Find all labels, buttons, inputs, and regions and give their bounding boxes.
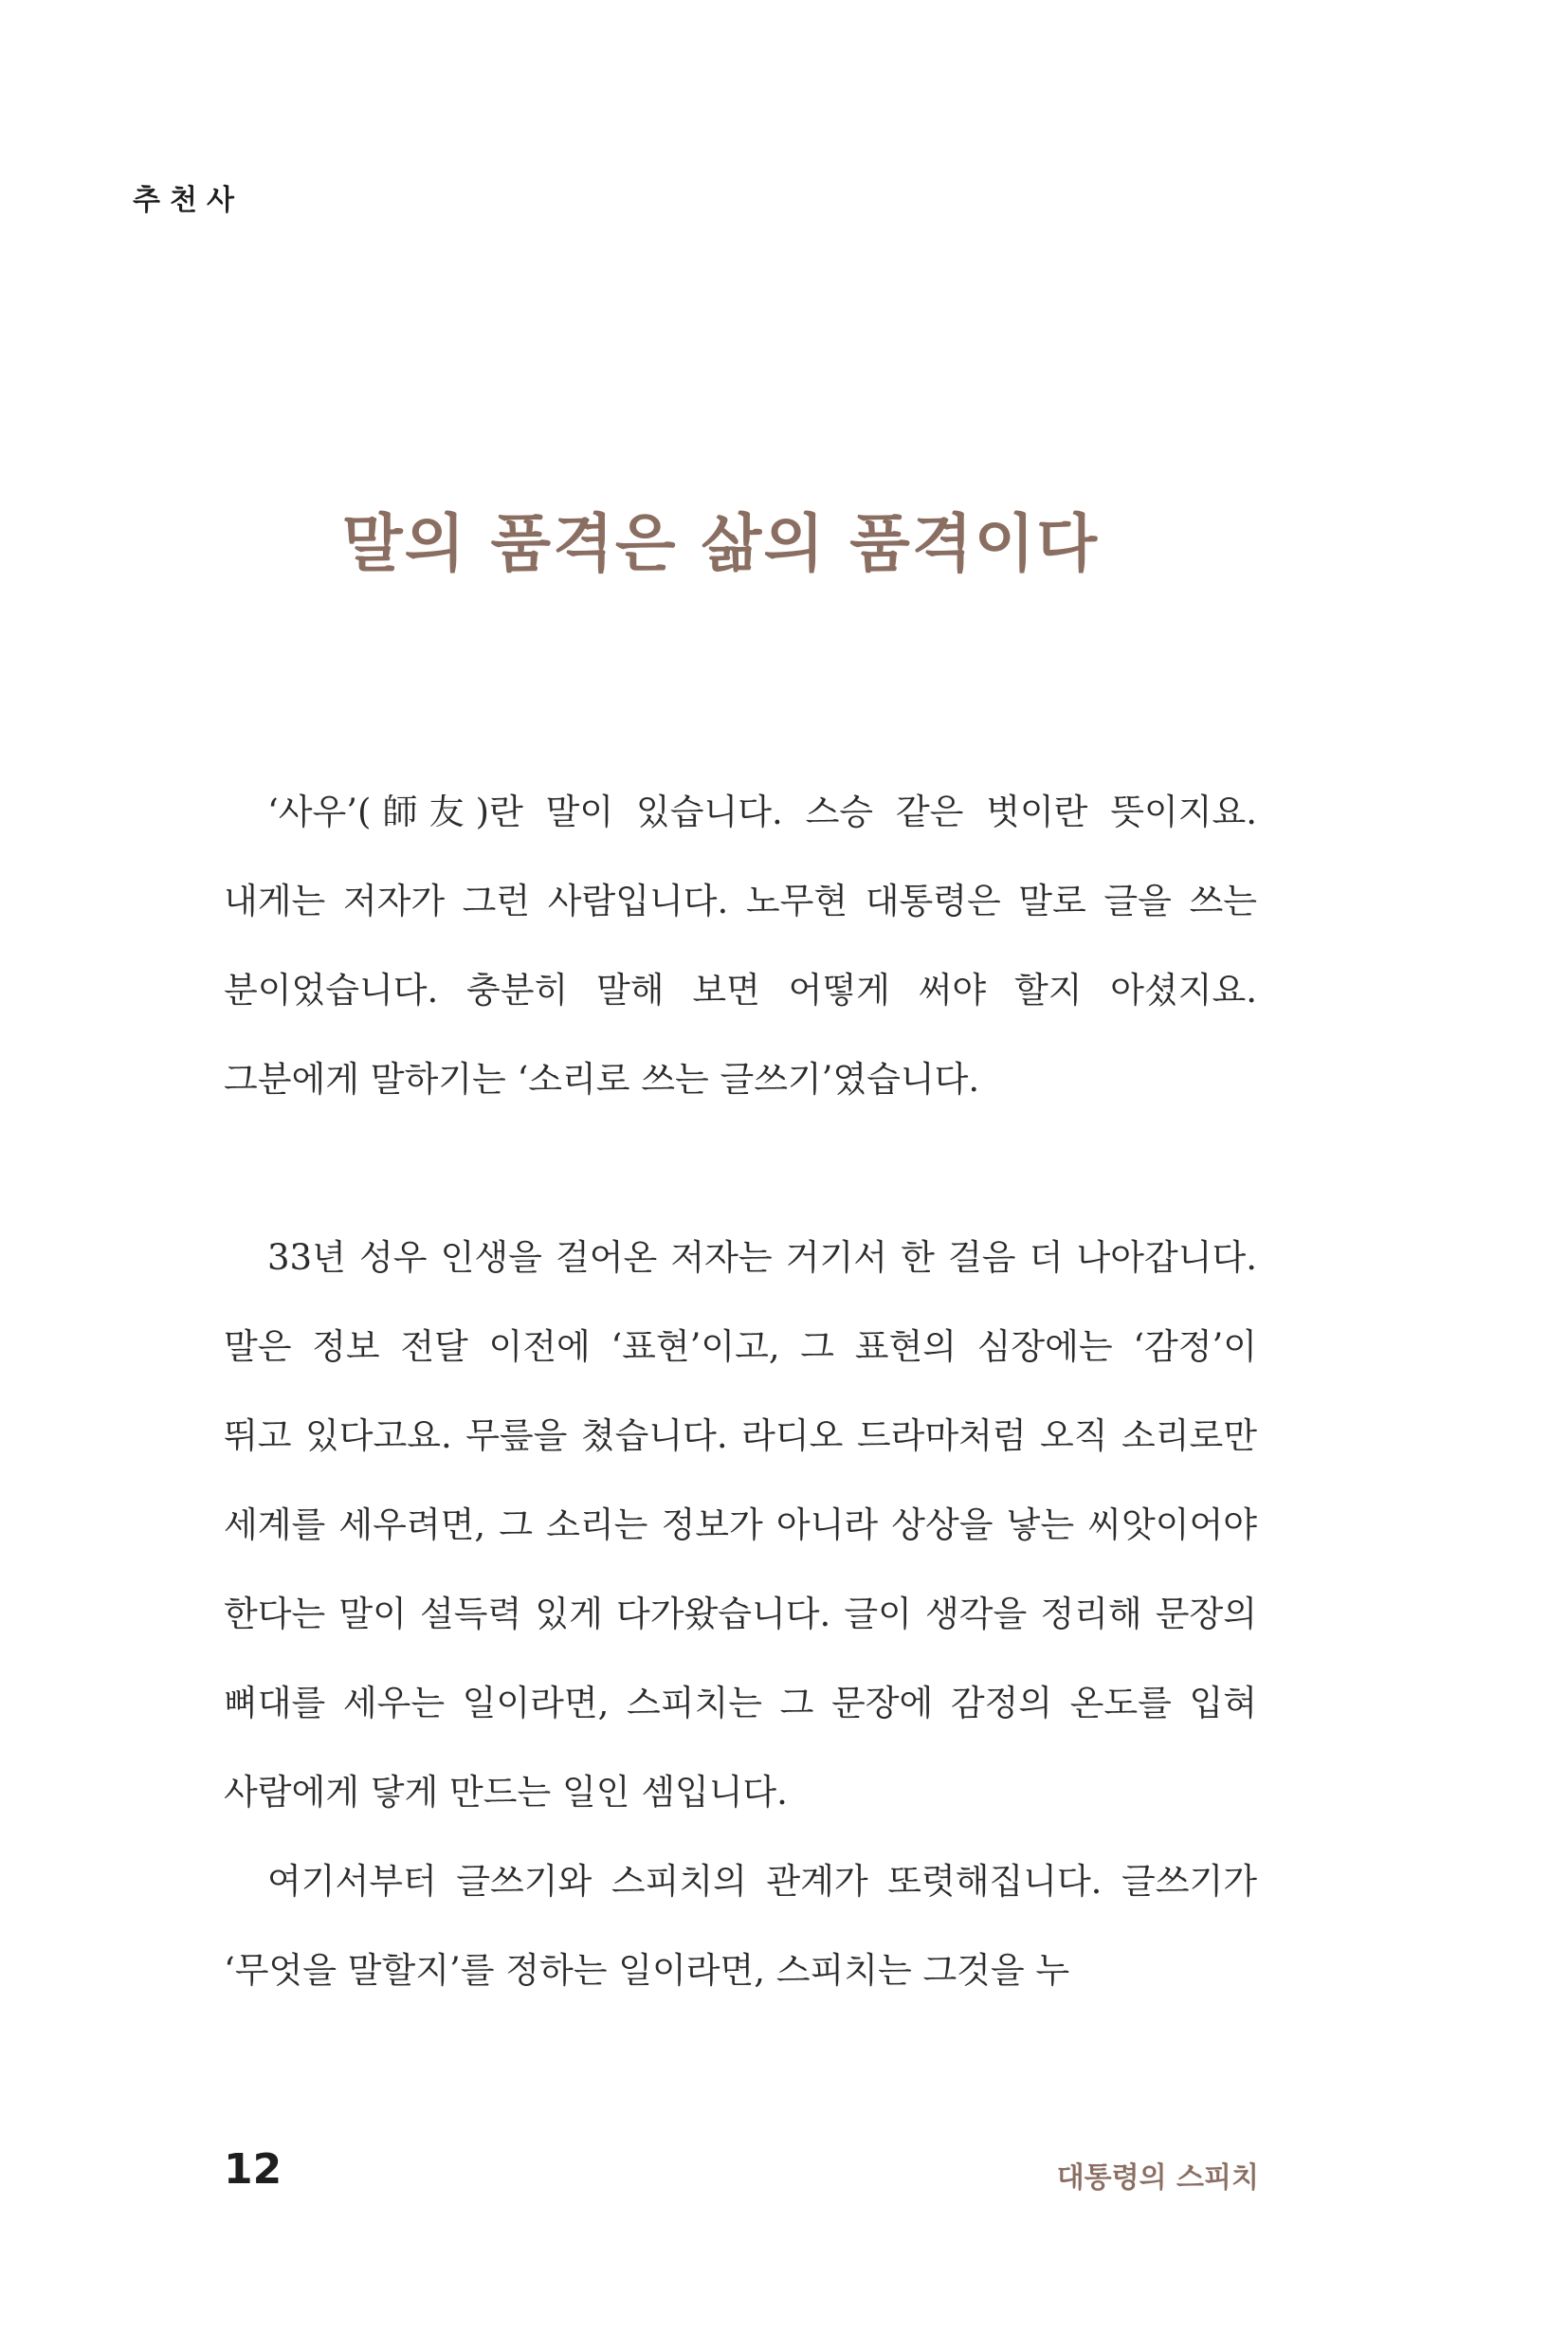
paragraph-2: 33년 성우 인생을 걸어온 저자는 거기서 한 걸음 더 나아갑니다. 말은 정보 전달 이전에 ‘표현’이고, 그 표현의 심장에는 ‘감정’이 뛰고 있다고요. 무릎을 쳤습니다. 라디오 드라마처럼 오직 소리로만 세계를 세우려면, 그 소리는 정보가 아니라 상상을 낳는 씨앗이어야 한다는 말이 설득력 있게 다가왔습니다. 글이 생각을 정리해 문장의 뼈대를 세우는 일이라면, 스피치는 그 문장에 감정의 온도를 입혀 사람에게 닿게 만드는 일인 셈입니다. <box>224 1237 1258 1813</box>
body-text <box>224 768 1257 2015</box>
paragraph-3: 여기서부터 글쓰기와 스피치의 관계가 또렷해집니다. 글쓰기가 ‘무엇을 말할지’를 정하는 일이라면, 스피치는 그것을 누 <box>224 1861 1257 1991</box>
page-number: 12 <box>224 2145 283 2194</box>
chapter-title: 말의 품격은 삶의 품격이다 <box>341 506 1100 580</box>
section-label: 추천사 <box>133 184 244 217</box>
paragraph-1: ‘사우’(師友)란 말이 있습니다. 스승 같은 벗이란 뜻이지요. 내게는 저자가 그런 사람입니다. 노무현 대통령은 말로 글을 쓰는 분이었습니다. 충분히 말해 보면 어떻게 써야 할지 아셨지요. 그분에게 말하기는 ‘소리로 쓰는 글쓰기’였습니다. <box>224 792 1257 1100</box>
running-book-title: 대통령의 스피치 <box>1056 2161 1259 2195</box>
